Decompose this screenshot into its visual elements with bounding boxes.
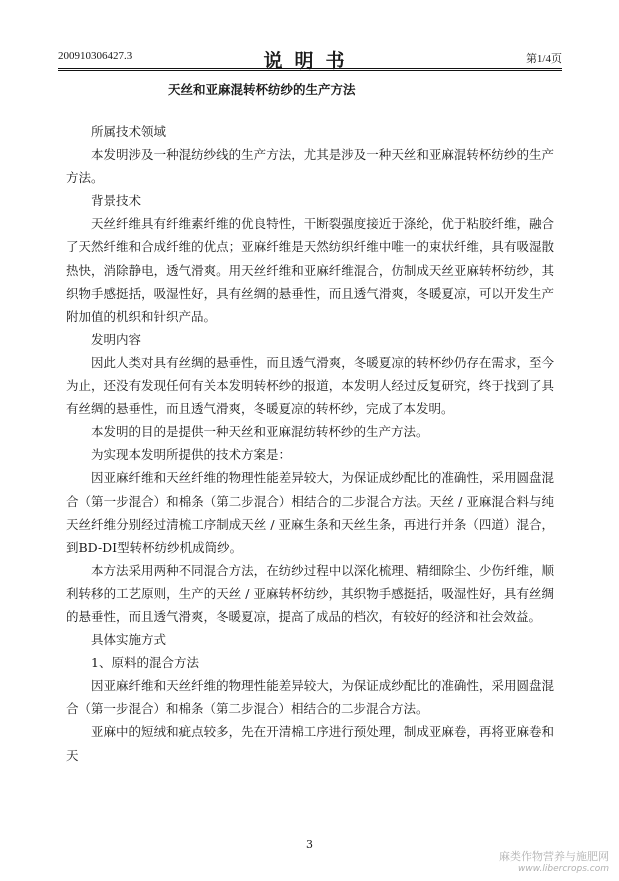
watermark — [499, 848, 609, 874]
section-heading-embodiment: 具体实施方式 — [91, 632, 167, 648]
section-heading-field: 所属技术领域 — [91, 124, 167, 139]
paragraph: 天丝纤维具有纤维素纤维的优良特性，干断裂强度接近于涤纶，优于粘胶纤维，融合了天然纤维和合成纤维的优点；亚麻纤维是天然纺织纤维中唯一的束状纤维，具有吸湿散热快，消除静电，透气滑爽。用天丝纤维和亚麻纤维混合，仿制成天丝亚麻转杯纺纱，其织物手感挺括，吸湿性好，具有丝绸的悬垂性，而且透气滑爽，冬暖夏凉，可以开发生产附加值的机织和针织产品。 — [66, 216, 554, 324]
paragraph: 本方法采用两种不同混合方法，在纺纱过程中以深化梳理、精细除尘、少伤纤维，顺利转移的工艺原则，生产的天丝 / 亚麻转杯纺纱，其织物手感挺括，吸湿性好，具有丝绸的悬垂性，而且透气滑爽，冬暖夏凉，提高了成品的档次，有较好的经济和社会效益。 — [66, 562, 554, 624]
paragraph: 本发明的目的是提供一种天丝和亚麻混纺转杯纱的生产方法。 — [91, 424, 429, 440]
document-body — [66, 120, 554, 767]
page-header — [58, 46, 562, 72]
application-number: 200910306427.3 — [58, 50, 133, 62]
section-heading-summary: 发明内容 — [91, 331, 142, 347]
invention-title: 天丝和亚麻混转杯纺纱的生产方法 — [168, 82, 356, 97]
page-number: 3 — [306, 838, 313, 851]
document-type-title: 说明书 — [263, 50, 357, 72]
paragraph: 因亚麻纤维和天丝纤维的物理性能差异较大，为保证成纱配比的准确性，采用圆盘混合（第一步混合）和棉条（第二步混合）相结合的二步混合方法。天丝 / 亚麻混合料与纯天丝纤维分别经过清梳工序制成天丝 / 亚麻生条和天丝生条，再进行并条（四道）混合，到BD-DI型转杯纺纱机成筒纱。 — [66, 470, 554, 555]
paragraph: 为实现本发明所提供的技术方案是： — [91, 447, 292, 463]
section-heading-background: 背景技术 — [91, 193, 142, 209]
paragraph: 本发明涉及一种混纺纱线的生产方法，尤其是涉及一种天丝和亚麻混转杯纺纱的生产方法。 — [66, 147, 554, 186]
paragraph: 因亚麻纤维和天丝纤维的物理性能差异较大，为保证成纱配比的准确性，采用圆盘混合（第一步混合）和棉条（第二步混合）相结合的二步混合方法。 — [66, 678, 554, 717]
header-rule-secondary — [58, 70, 562, 71]
paragraph: 1、原料的混合方法 — [91, 655, 199, 671]
page-indicator: 第1/4页 — [525, 53, 562, 65]
watermark-text: 麻类作物营养与施肥网 — [499, 850, 609, 863]
paragraph: 因此人类对具有丝绸的悬垂性，而且透气滑爽，冬暖夏凉的转杯纱仍存在需求，至今为止，还没有发现任何有关本发明转杯纱的报道，本发明人经过反复研究，终于找到了具有丝绸的悬垂性，而且透气滑爽，冬暖夏凉的转杯纱，完成了本发明。 — [66, 354, 554, 417]
watermark-url: www.libercrops.com — [518, 864, 609, 874]
paragraph: 亚麻中的短绒和疵点较多，先在开清棉工序进行预处理，制成亚麻卷，再将亚麻卷和天 — [66, 724, 554, 763]
header-rule — [58, 68, 562, 69]
